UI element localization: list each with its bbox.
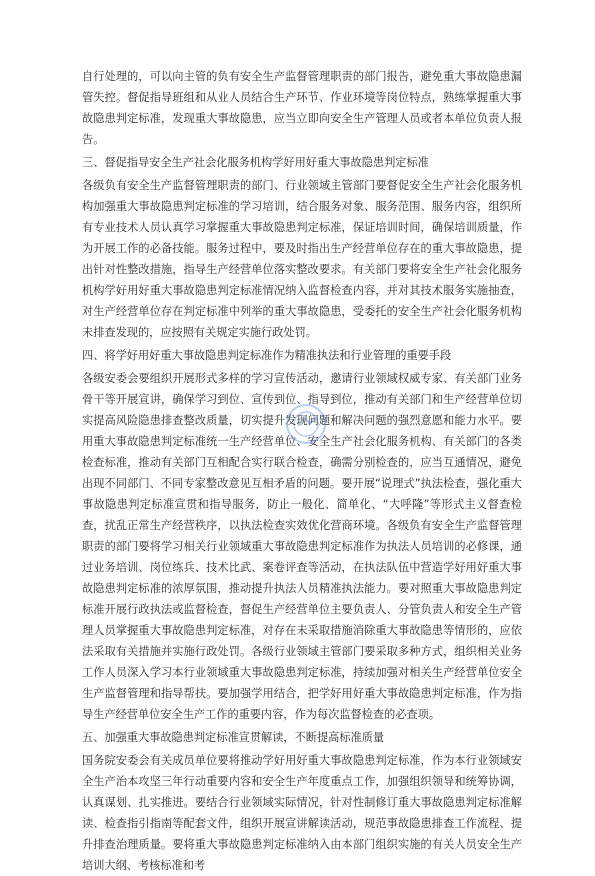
paragraph-intro: 自行处理的，可以向主管的负有安全生产监督管理职责的部门报告，避免重大事故隐患漏管失控。督促指导班组和从业人员结合生产环节、作业环境等岗位特点，熟练掌握重大事故隐患判定标准，发现重大事故隐患，应当立即向安全生产管理人员或者本单位负责人报告。 <box>82 70 522 146</box>
paragraph-section-4: 各级安委会要组织开展形式多样的学习宣传活动，邀请行业领域权威专家、有关部门业务骨干等开展宣讲，确保学习到位、宣传到位、指导到位，推动有关部门和生产经营单位切实提高风险隐患排查整改质量，切实提升发现问题和解决问题的强烈意愿和能力水平。要用重大事故隐患判定标准统一生产经营单位、安全生产社会化服务机构、有关部门的各类检查标准，推动有关部门互相配合实行联合检查，确需分别检查的，应当互通情况，避免出现不同部门、不同专家整改意见互相矛盾的问题。要开展“说理式”执法检查，强化重大事故隐患判定标准宣贯和指导服务，防止一般化、简单化、“大呼隆”等形式主义督查检查，扰乱正常生产经营秩序，以执法检查实效优化营商环境。各级负有安全生产监督管理职责的部门要将学习相关行业领域重大事故隐患判定标准作为执法人员培训的必修课，通过业务培训、岗位练兵、技术比武、案卷评查等活动，在执法队伍中营造学好用好重大事故隐患判定标准的浓厚氛围，推动提升执法人员精准执法能力。要对照重大事故隐患判定标准开展行政执法或监督检查，督促生产经营单位主要负责人、分管负责人和安全生产管理人员掌握重大事故隐患判定标准，对存在未采取措施消除重大事故隐患等情形的，应依法采取有关措施并实施行政处罚。各级行业领域主管部门要采取多种方式，组织相关业务工作人员深入学习本行业领域重大事故隐患判定标准，持续加强对相关生产经营单位安全生产监督管理和指导帮扶。要加强学用结合，把学好用好重大事故隐患判定标准，作为指导生产经营单位安全生产工作的重要内容，作为每次监督检查的必查项。 <box>82 372 522 721</box>
section-heading-3: 三、督促指导安全生产社会化服务机构学好用好重大事故隐患判定标准 <box>82 156 429 169</box>
paragraph-section-5: 国务院安委会有关成员单位要将推动学好用好重大事故隐患判定标准，作为本行业领域安全生产治本攻坚三年行动重要内容和安全生产年度重点工作，加强组织领导和统筹协调，认真谋划、扎实推进。要结合行业领域实际情况，针对性制修订重大事故隐患判定标准解读、检查指引指南等配套文件，组织开展宣讲解读活动，规范事故隐患排查工作流程、提升排查治理质量。要将重大事故隐患判定标准纳入由本部门组织实施的有关人员安全生产培训大纲、考核标准和考 <box>82 754 522 872</box>
section-heading-5: 五、加强重大事故隐患判定标准宣贯解读，不断提高标准质量 <box>82 731 385 744</box>
document-body <box>82 66 522 876</box>
section-heading-4: 四、将学好用好重大事故隐患判定标准作为精准执法和行业管理的重要手段 <box>82 349 452 362</box>
paragraph-section-3: 各级负有安全生产监督管理职责的部门、行业领域主管部门要督促安全生产社会化服务机构加强重大事故隐患判定标准的学习培训，结合服务对象、服务范围、服务内容，组织所有专业技术人员认真学习掌握重大事故隐患判定标准，保证培训时间，确保培训质量，作为开展工作的必备技能。服务过程中，要及时指出生产经营单位存在的重大事故隐患，提出针对性整改措施，指导生产经营单位落实整改要求。有关部门要将安全生产社会化服务机构学好用好重大事故隐患判定标准情况纳入监督检查内容，并对其技术服务实施抽查，对生产经营单位存在判定标准中列举的重大事故隐患，受委托的安全生产社会化服务机构未排查发现的，应按照有关规定实施行政处罚。 <box>82 179 522 339</box>
watermark-logo-icon <box>284 402 328 446</box>
